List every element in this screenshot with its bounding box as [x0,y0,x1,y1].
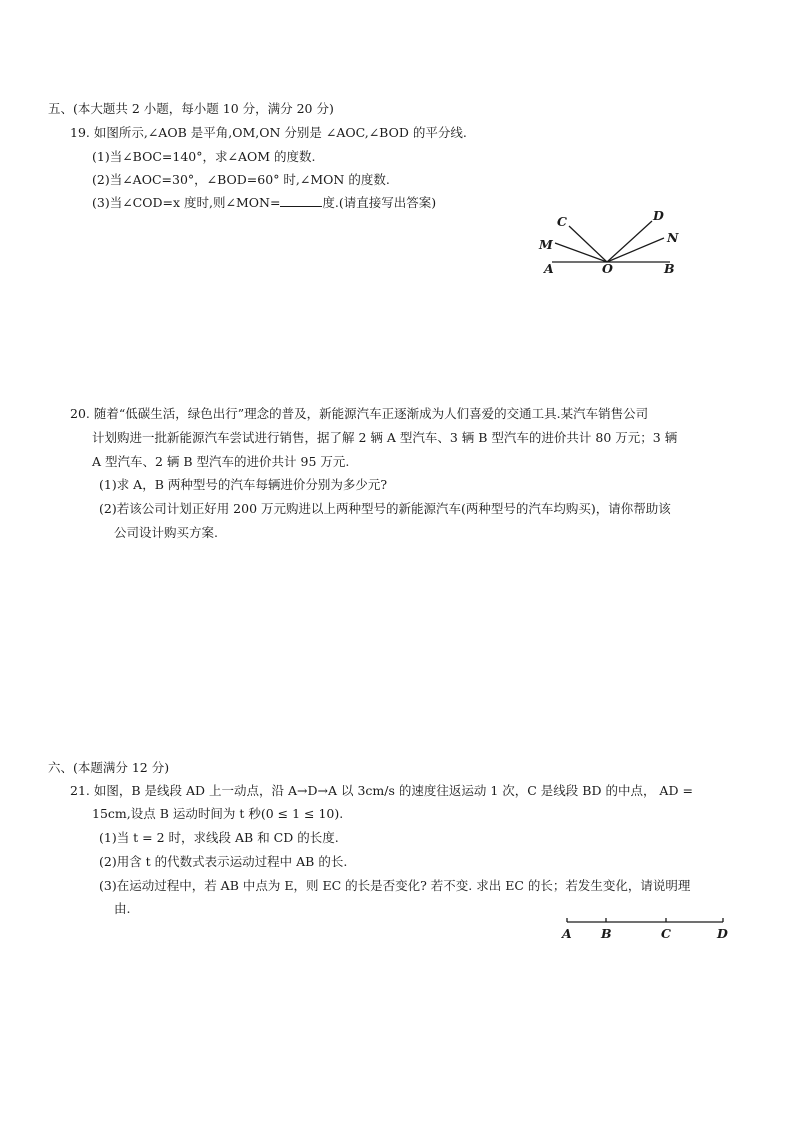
q20-line-2: 计划购进一批新能源汽车尝试进行销售，据了解 2 辆 A 型汽车、3 辆 B 型汽车的进价共计 80 万元；3 辆 [92,430,678,445]
label-m: M [539,237,553,252]
q19-stem: 19. 如图所示,∠AOB 是平角,OM,ON 分别是 ∠AOC,∠BOD 的平分线. [70,125,467,140]
label-o: O [602,261,613,276]
q19-angle-figure [530,205,710,285]
q20-part-2-line-2: 公司设计购买方案. [114,525,218,540]
q21-segment-figure [558,912,738,948]
q21-part-2: (2)用含 t 的代数式表示运动过程中 AB 的长. [99,854,348,869]
section-5-header: 五、(本大题共 2 小题，每小题 10 分，满分 20 分) [48,101,334,116]
q20-part-1: (1)求 A，B 两种型号的汽车每辆进价分别为多少元? [99,477,388,492]
label-d: D [653,208,664,223]
q19-part-1: (1)当∠BOC=140°，求∠AOM 的度数. [92,149,316,164]
q21-line-1: 21. 如图，B 是线段 AD 上一动点，沿 A→D→A 以 3cm/s 的速度往返运动 1 次，C 是线段 BD 的中点， AD = [70,783,693,798]
ray-oc [569,226,607,262]
q20-part-2-line-1: (2)若该公司计划正好用 200 万元购进以上两种型号的新能源汽车(两种型号的汽车均购买)，请你帮助该 [99,501,671,516]
q21-part-3-line-1: (3)在运动过程中，若 AB 中点为 E，则 EC 的长是否变化? 若不变. 求出 EC 的长；若发生变化，请说明理 [99,878,691,893]
q19-part-3-before: (3)当∠COD=x 度时,则∠MON= [92,195,281,210]
label-a: A [544,261,554,276]
q21-line-2: 15cm,设点 B 运动时间为 t 秒(0 ≤ 1 ≤ 10). [92,806,344,821]
q21-part-1: (1)当 t = 2 时，求线段 AB 和 CD 的长度. [99,830,339,845]
label-b: B [664,261,675,276]
label-b: B [601,926,612,941]
ray-on [607,238,664,262]
q20-line-1: 20. 随着“低碳生活，绿色出行”理念的普及，新能源汽车正逐渐成为人们喜爱的交通工具.某汽车销售公司 [70,406,649,421]
q21-part-3-line-2: 由. [114,901,131,916]
q20-line-3: A 型汽车、2 辆 B 型汽车的进价共计 95 万元. [92,454,350,469]
q19-part-3-after: 度.(请直接写出答案) [322,195,437,210]
q19-part-3 [92,195,436,211]
label-c: C [557,214,567,229]
label-a: A [562,926,572,941]
ray-od [607,221,652,262]
label-d: D [717,926,728,941]
answer-blank [280,195,322,207]
section-6-header: 六、(本题满分 12 分) [48,760,170,775]
label-n: N [667,230,679,245]
ray-om [555,243,607,262]
q19-part-2: (2)当∠AOC=30°，∠BOD=60° 时,∠MON 的度数. [92,172,390,187]
label-c: C [661,926,671,941]
